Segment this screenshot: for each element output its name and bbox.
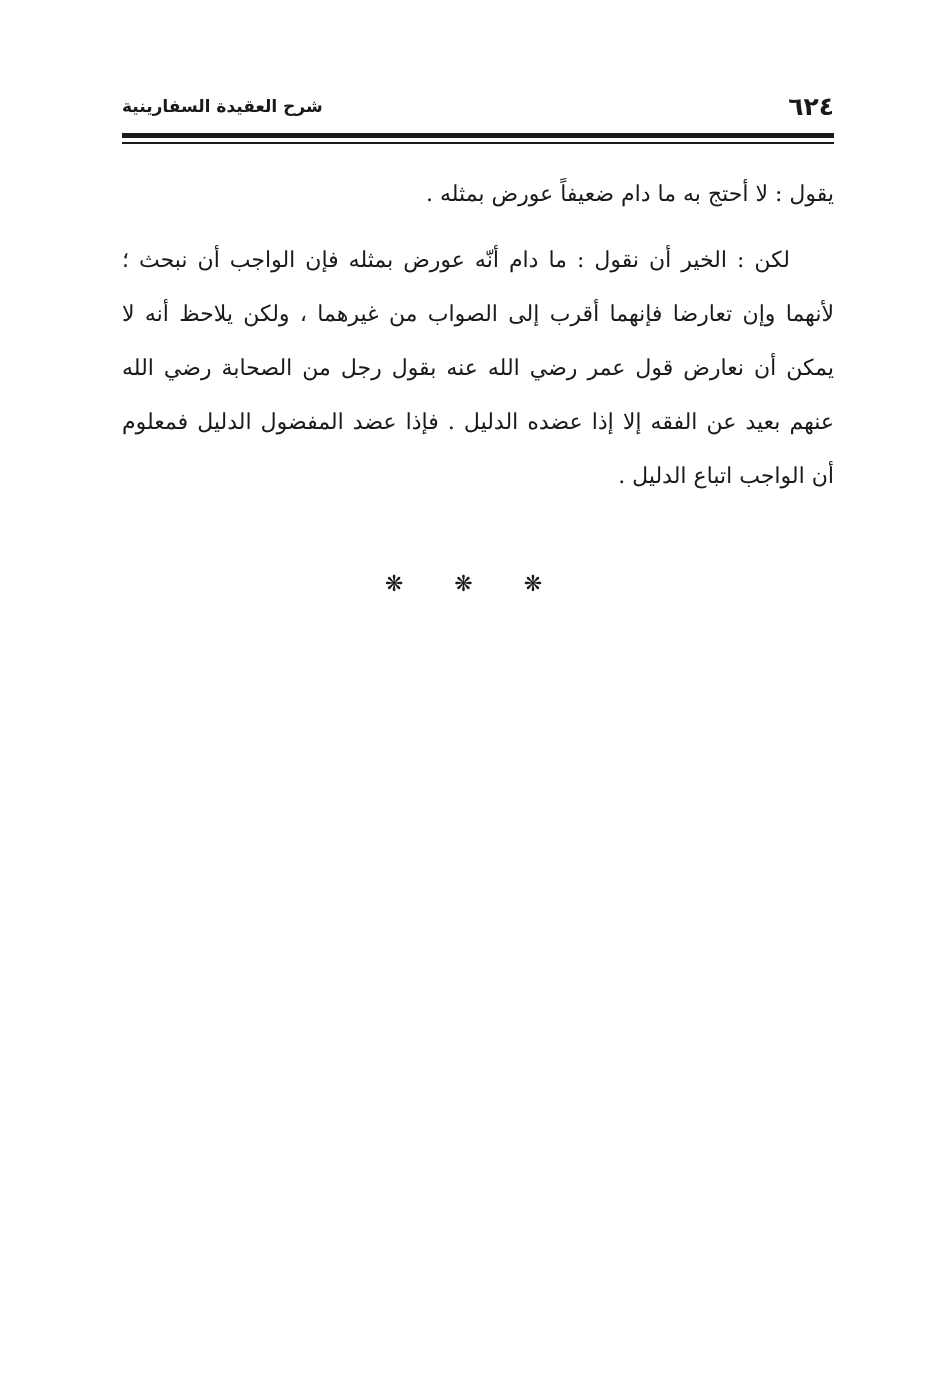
paragraph: يقول : لا أحتج به ما دام ضعيفاً عورض بمثله . <box>425 182 834 207</box>
header-rule-thin <box>122 142 834 144</box>
body-text <box>122 168 834 504</box>
header-rule-thick <box>122 133 834 138</box>
running-title: شرح العقيدة السفارينية <box>122 97 323 117</box>
paragraph: لكن : الخير أن نقول : ما دام أنّه عورض بمثله فإن الواجب أن نبحث ؛ لأنهما وإن تعارضا فإنهما أقرب إلى الصواب من غيرهما ، ولكن يلاحظ أنه لا يمكن أن نعارض قول عمر رضي الله عنه بقول رجل من الصحابة رضي الله عنهم بعيد عن الفقه إلا إذا عضده الدليل . فإذا عضد المفضول الدليل فمعلوم أن الواجب اتباع الدليل . <box>122 248 834 489</box>
page-header <box>122 92 834 122</box>
section-separator: ❋ ❋ ❋ <box>384 572 565 597</box>
page-number: ٦٢٤ <box>788 92 834 121</box>
